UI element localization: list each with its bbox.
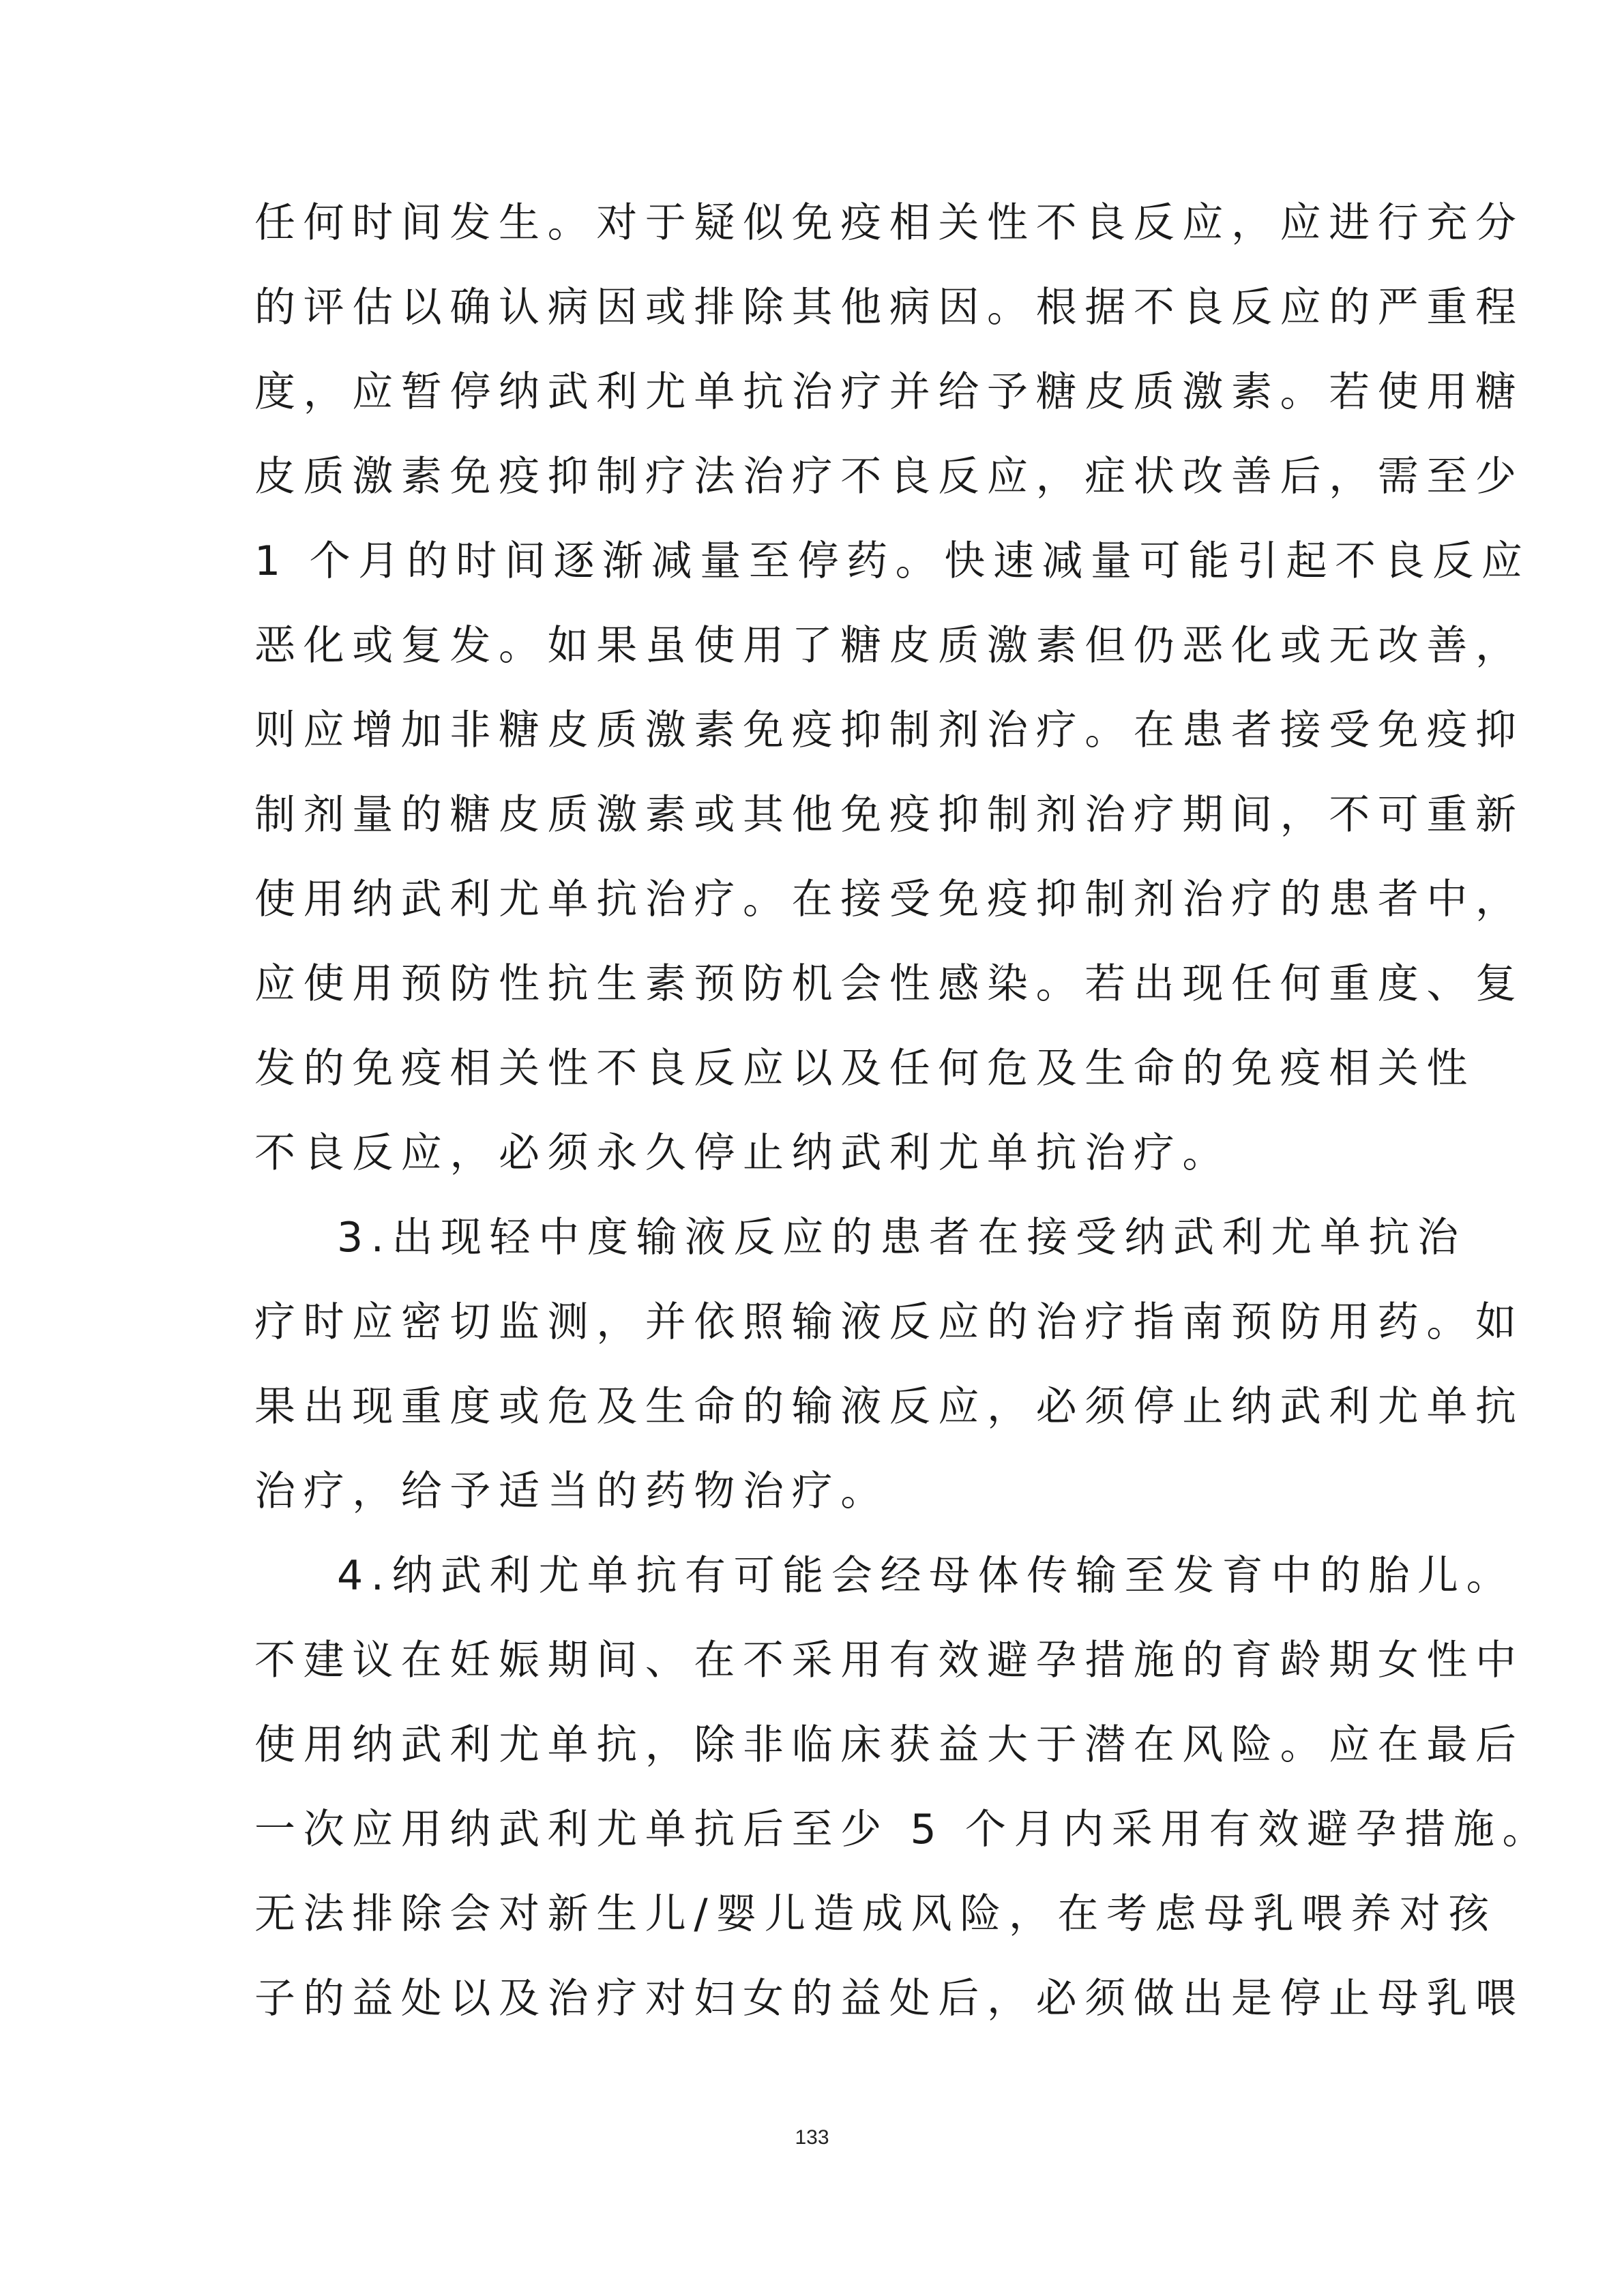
body-text bbox=[254, 181, 1552, 2041]
text-line: 应使用预防性抗生素预防机会性感染。若出现任何重度、复 bbox=[254, 960, 1524, 1008]
text-line: 使用纳武利尤单抗治疗。在接受免疫抑制剂治疗的患者中， bbox=[254, 876, 1524, 923]
text-line: 皮质激素免疫抑制疗法治疗不良反应，症状改善后，需至少 bbox=[254, 453, 1524, 501]
text-line: 治疗，给予适当的药物治疗。 bbox=[254, 1467, 889, 1515]
text-line: 的评估以确认病因或排除其他病因。根据不良反应的严重程 bbox=[254, 284, 1524, 331]
paragraph-infusion-reactions bbox=[254, 1195, 1524, 1534]
text-line: 恶化或复发。如果虽使用了糖皮质激素但仍恶化或无改善， bbox=[254, 622, 1524, 670]
text-line: 无法排除会对新生儿/婴儿造成风险，在考虑母乳喂养对孩 bbox=[254, 1890, 1497, 1938]
text-line: 任何时间发生。对于疑似免疫相关性不良反应，应进行充分 bbox=[254, 199, 1524, 247]
text-line: 4.纳武利尤单抗有可能会经母体传输至发育中的胎儿。 bbox=[337, 1552, 1516, 1600]
text-line: 子的益处以及治疗对妇女的益处后，必须做出是停止母乳喂 bbox=[254, 1975, 1524, 2023]
text-line: 不建议在妊娠期间、在不采用有效避孕措施的育龄期女性中 bbox=[254, 1637, 1524, 1684]
text-line: 1 个月的时间逐渐减量至停药。快速减量可能引起不良反应 bbox=[254, 537, 1531, 585]
text-line: 度，应暂停纳武利尤单抗治疗并给予糖皮质激素。若使用糖 bbox=[254, 368, 1524, 416]
text-line: 一次应用纳武利尤单抗后至少 5 个月内采用有效避孕措施。 bbox=[254, 1806, 1552, 1853]
paragraph-pregnancy bbox=[254, 1534, 1552, 2041]
text-line: 则应增加非糖皮质激素免疫抑制剂治疗。在患者接受免疫抑 bbox=[254, 706, 1524, 754]
page-number: 133 bbox=[795, 2126, 829, 2149]
paragraph-immune-adverse-reactions bbox=[254, 181, 1531, 1195]
text-line: 使用纳武利尤单抗，除非临床获益大于潜在风险。应在最后 bbox=[254, 1721, 1524, 1769]
text-line: 制剂量的糖皮质激素或其他免疫抑制剂治疗期间，不可重新 bbox=[254, 791, 1524, 839]
text-line: 果出现重度或危及生命的输液反应，必须停止纳武利尤单抗 bbox=[254, 1383, 1524, 1431]
text-line: 不良反应，必须永久停止纳武利尤单抗治疗。 bbox=[254, 1129, 1231, 1177]
text-line: 疗时应密切监测，并依照输液反应的治疗指南预防用药。如 bbox=[254, 1298, 1524, 1346]
text-line: 3.出现轻中度输液反应的患者在接受纳武利尤单抗治 bbox=[337, 1214, 1466, 1262]
text-line: 发的免疫相关性不良反应以及任何危及生命的免疫相关性 bbox=[254, 1045, 1475, 1092]
